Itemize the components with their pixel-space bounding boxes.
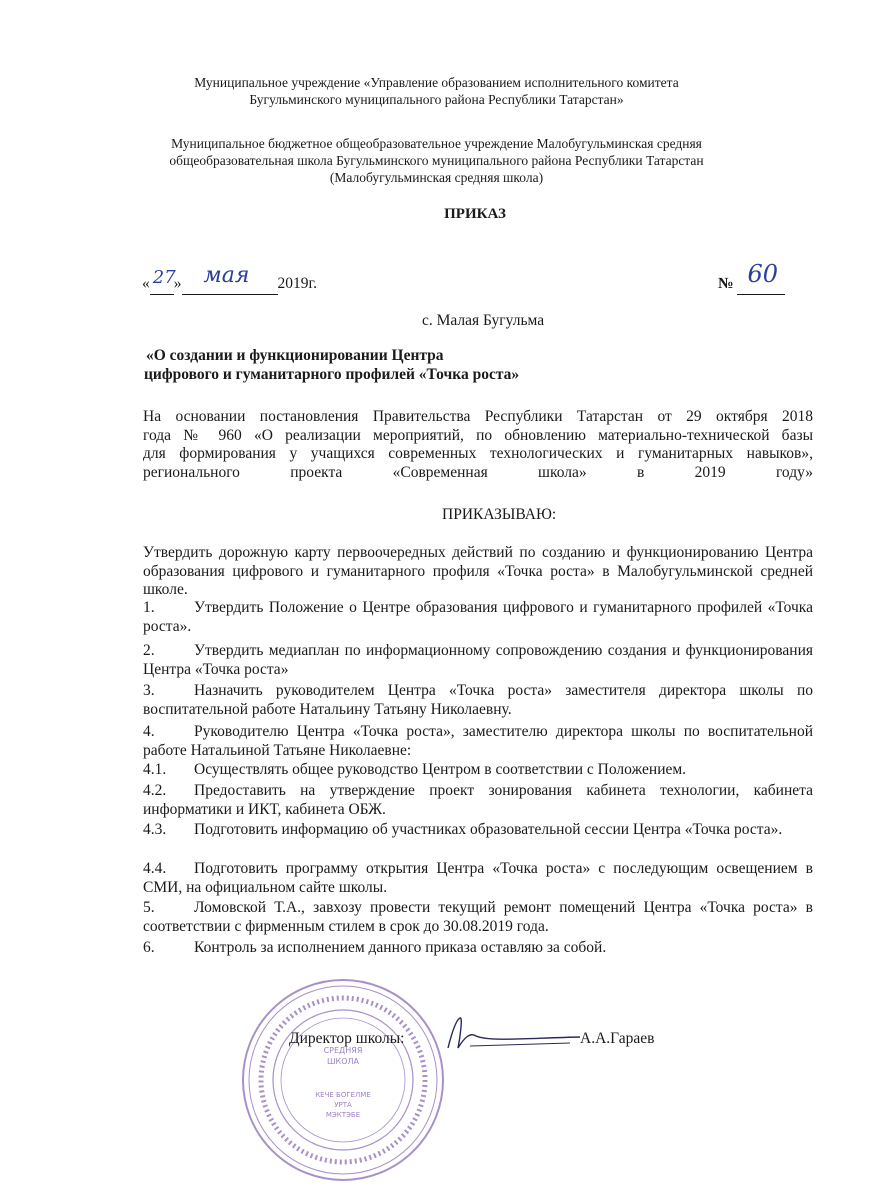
item-number: 4.1. <box>143 761 167 778</box>
date-year: 2019г. <box>277 275 317 292</box>
item-number: 6. <box>143 939 155 956</box>
preamble-word: 2019 <box>694 463 726 481</box>
header-school <box>0 135 873 186</box>
item-number: 2. <box>143 642 155 659</box>
item-number: 1. <box>143 599 155 616</box>
signature-scribble-icon <box>430 1010 590 1060</box>
school-line-1: Муниципальное бюджетное общеобразовательное учреждение Малобугульминская средняя <box>171 136 702 151</box>
date-quote-close: » <box>173 275 182 292</box>
order-number <box>718 260 785 295</box>
preamble <box>143 408 813 482</box>
order-item <box>143 860 813 897</box>
date-quote-open: « <box>142 275 150 292</box>
order-item <box>143 782 813 819</box>
subject-line-2: цифрового и гуманитарного профилей «Точка роста» <box>144 365 520 383</box>
item-text: Подготовить программу открытия Центра «Точка роста» с последующим освещением в СМИ, на официальном сайте школы. <box>143 860 813 896</box>
date-line <box>142 263 317 295</box>
school-line-3: (Малобугульминская средняя школа) <box>329 170 544 185</box>
preamble-word: проекта <box>290 463 343 481</box>
stamp-line-4: УРТА <box>334 1101 352 1109</box>
preamble-word: школа» <box>538 463 587 481</box>
preamble-line-4 <box>143 464 813 483</box>
header-line-1: Муниципальное учреждение «Управление образованием исполнительного комитета <box>194 75 679 90</box>
item-text: Руководителю Центра «Точка роста», заместителю директора школы по воспитательной работе Натальиной Татьяне Николаевне: <box>143 723 813 759</box>
item-text: Назначить руководителем Центра «Точка роста» заместителя директора школы по воспитательной работе Натальину Татьяну Николаевну. <box>143 682 813 718</box>
date-month: мая <box>203 263 250 288</box>
order-word: ПРИКАЗЫВАЮ: <box>442 506 557 523</box>
item-number: 4.3. <box>143 821 167 838</box>
stamp-line-5: МЭКТЭБЕ <box>325 1111 361 1119</box>
item-number: 4.2. <box>143 782 167 799</box>
stamp-line-1: СРЕДНЯЯ <box>323 1046 363 1055</box>
order-item <box>143 761 813 780</box>
header-org <box>0 74 873 108</box>
item-text: Контроль за исполнением данного приказа оставляю за собой. <box>194 939 607 956</box>
item-text: Осуществлять общее руководство Центром в соответствии с Положением. <box>194 761 687 778</box>
item-number: 4.4. <box>143 860 167 877</box>
order-item <box>143 682 813 719</box>
item-number: 5. <box>143 899 155 916</box>
date-day: 27 <box>152 267 176 288</box>
subject <box>146 347 746 384</box>
preamble-word: в <box>636 463 645 481</box>
preamble-line-2: года № 960 «О реализации мероприятий, по обновлению материально-технической базы <box>143 426 813 444</box>
preamble-word: регионального <box>143 463 240 481</box>
stamp-line-2: ШКОЛА <box>326 1057 360 1066</box>
preamble-word: году» <box>775 463 813 481</box>
preamble-line-3: для формирования у учащихся современных технологических и гуманитарных навыков», <box>143 445 813 462</box>
item-text: Предоставить на утверждение проект зонирования кабинета технологии, кабинета информатики и ИКТ, кабинета ОБЖ. <box>143 782 813 818</box>
item-text: Утвердить Положение о Центре образования цифрового и гуманитарного профилей «Точка роста». <box>143 599 813 635</box>
place: с. Малая Бугульма <box>422 312 545 329</box>
school-line-2: общеобразовательная школа Бугульминского муниципального района Республики Татарстан <box>169 153 704 168</box>
signature-position: Директор школы: <box>289 1030 405 1047</box>
stamp-line-3: КЕЧЕ БОГЕЛМЕ <box>315 1091 371 1099</box>
number-value: 60 <box>747 260 778 288</box>
signature-name: А.А.Гараев <box>580 1030 655 1047</box>
number-label: № <box>718 275 734 292</box>
order-item <box>143 939 813 958</box>
preamble-line-1: На основании постановления Правительства Республики Татарстан от 29 октября 2018 <box>143 408 813 425</box>
school-stamp <box>238 975 448 1185</box>
item-number: 3. <box>143 682 155 699</box>
intro-paragraph: Утвердить дорожную карту первоочередных действий по созданию и функционированию Центра образования цифрового и гуманитарного профиля «Точка роста» в Малобугульминской средней школе. <box>143 544 813 598</box>
order-item <box>143 642 813 679</box>
order-item <box>143 599 813 636</box>
order-item <box>143 723 813 760</box>
preamble-word: «Современная <box>392 463 488 481</box>
document-title: ПРИКАЗ <box>444 206 506 222</box>
header-line-2: Бугульминского муниципального района Республики Татарстан» <box>249 92 624 107</box>
item-text: Подготовить информацию об участниках образовательной сессии Центра «Точка роста». <box>194 821 783 838</box>
item-text: Ломовской Т.А., завхозу провести текущий ремонт помещений Центра «Точка роста» в соответствии с фирменным стилем в срок до 30.08.2019 года. <box>143 899 813 935</box>
item-number: 4. <box>143 723 155 740</box>
subject-line-1: «О создании и функционировании Центра <box>146 347 444 364</box>
item-text: Утвердить медиаплан по информационному сопровождению создания и функционирования Центра «Точка роста» <box>143 642 813 678</box>
order-item <box>143 821 813 840</box>
order-item <box>143 899 813 936</box>
